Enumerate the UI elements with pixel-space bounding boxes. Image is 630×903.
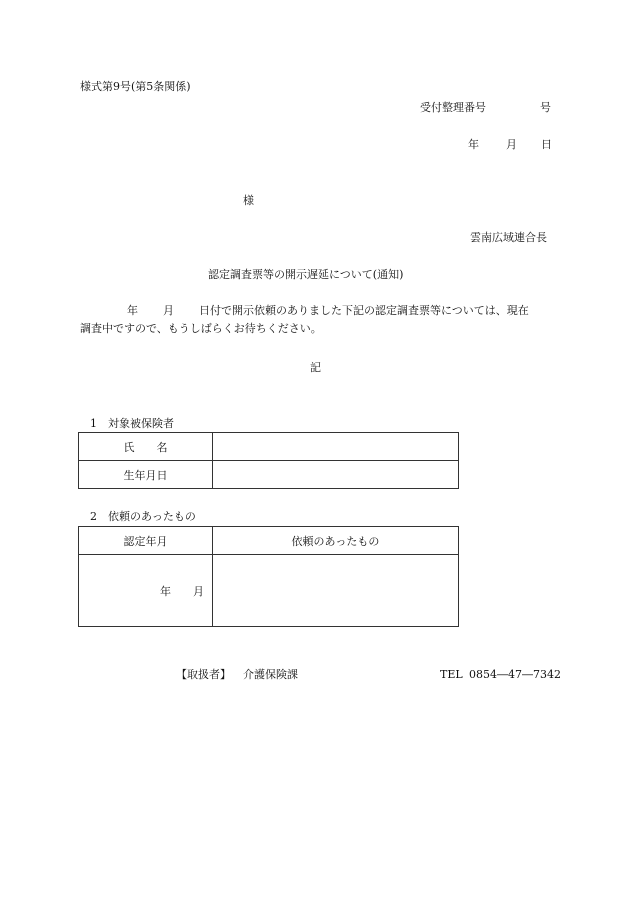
date-day: 日 [541,138,552,151]
name-value [213,433,459,461]
handler-label: 【取扱者】 [176,668,231,681]
tel-number: 0854―47―7342 [469,668,561,681]
tel-label: TEL [440,668,463,681]
form-number: 様式第9号(第5条関係) [80,80,191,93]
section1-heading: 1 対象被保険者 [90,417,174,430]
col-header-cert-date: 認定年月 [79,527,213,555]
table-row [79,461,459,489]
requested-items-table [78,526,459,627]
sender-name: 雲南広域連合長 [470,231,547,244]
department-name: 介護保険課 [243,668,298,681]
col-header-requested: 依頼のあったもの [213,527,459,555]
body-month: 月 [163,304,174,317]
table-row [79,555,459,627]
name-label: 氏 名 [79,433,213,461]
reception-number-label: 受付整理番号 [420,101,486,114]
cert-date-value: 年 月 [79,555,213,627]
ki-mark: 記 [310,361,321,374]
document-title: 認定調査票等の開示遅延について(通知) [208,268,404,281]
birthdate-label: 生年月日 [79,461,213,489]
section2-heading: 2 依頼のあったもの [90,510,196,523]
date-year: 年 [468,138,479,151]
addressee-suffix: 様 [243,194,254,207]
body-line-1: 日付で開示依頼のありました下記の認定調査票等については、現在 [199,304,529,317]
insured-person-table [78,432,459,489]
body-line-2: 調査中ですので、もうしばらくお待ちください。 [80,322,322,335]
birthdate-value [213,461,459,489]
table-row [79,527,459,555]
body-year: 年 [127,304,138,317]
date-month: 月 [506,138,517,151]
table-row [79,433,459,461]
reception-number-suffix: 号 [540,101,551,114]
requested-value [213,555,459,627]
